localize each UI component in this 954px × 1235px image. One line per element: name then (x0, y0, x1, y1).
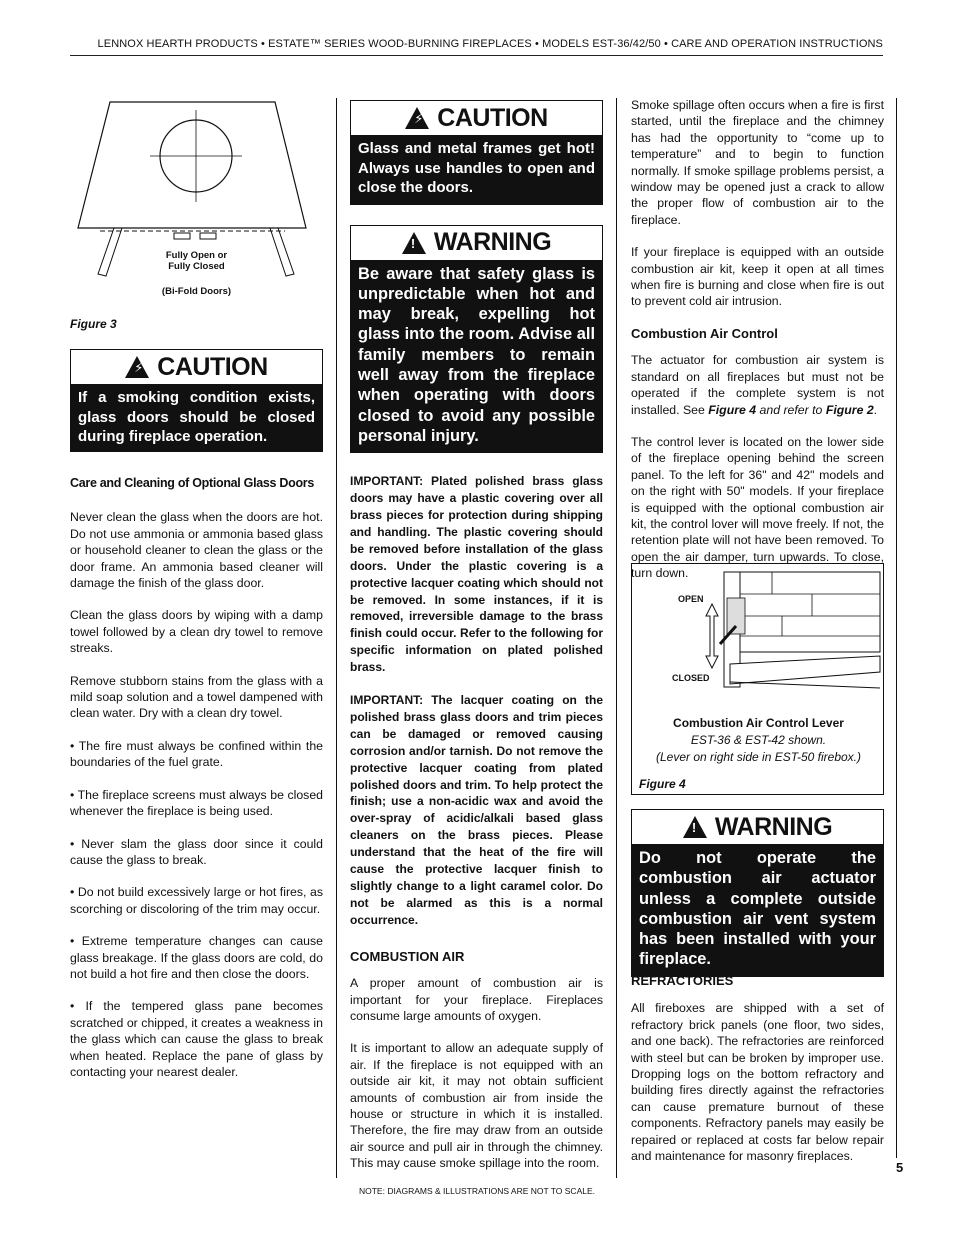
figure-3-label-line: Fully Open or (165, 250, 228, 261)
column-left (70, 100, 323, 1079)
paragraph: Never clean the glass when the doors are hot. Do not use ammonia or ammonia based glass or household cleaner to clean the glass or the door frame. An ammonia based cleaner will damage the finish of the glass door. (70, 510, 323, 591)
paragraph: • If the tempered glass pane becomes scratched or chipped, it creates a weakness in the glass which can cause the glass to break when heated. Replace the pane of glass by contacting your nearest dealer. (70, 999, 323, 1079)
figure-3-label-line: Fully Closed (168, 261, 225, 272)
page-number: 5 (896, 1160, 904, 1175)
figure-3-caption: Figure 3 (70, 317, 117, 331)
warning-triangle-icon: ⚡ (125, 356, 149, 378)
text-run: The actuator for combustion air system is standard on all fireplaces but must not be operated if the complete system is not installed. See (631, 353, 884, 417)
combustion-lever-diagram (632, 564, 883, 704)
warning-body: Do not operate the combustion air actuator unless a complete outside combustion air vent system has been installed with your fireplace. (632, 844, 883, 976)
figure-4-subtitle: (Lever on right side in EST-50 firebox.) (656, 750, 861, 764)
glass-care-heading: Care and Cleaning of Optional Glass Doors (70, 476, 314, 490)
warning-triangle-icon: ! (683, 816, 707, 838)
refractories-heading: REFRACTORIES (631, 973, 734, 988)
caution-box-smoking (70, 349, 323, 452)
paragraph: • Extreme temperature changes can cause glass breakage. If the glass doors are cold, do not build a hot fire and then close the doors. (70, 934, 323, 981)
figure-4-title: Combustion Air Control Lever (673, 716, 844, 730)
combustion-air-heading: COMBUSTION AIR (350, 948, 465, 964)
refractories-section (631, 973, 884, 1180)
column-divider (896, 98, 897, 1158)
glass-care-section (70, 475, 323, 1096)
paragraph: Remove stubborn stains from the glass with a mild soap solution and a towel dampened with clean water. Dry with a clean dry towel. (70, 673, 323, 721)
warning-box-safety-glass (350, 225, 603, 454)
caution-header (351, 101, 602, 135)
column-middle (350, 100, 603, 1188)
paragraph: • The fireplace screens must always be closed whenever the fireplace is being used. (70, 787, 323, 819)
footer-note: NOTE: DIAGRAMS & ILLUSTRATIONS ARE NOT TO SCALE. (358, 1186, 595, 1196)
combustion-air-paragraphs (350, 975, 603, 1171)
warning-body: Be aware that safety glass is unpredictable when hot and may break, expelling hot glass into the room. Advise all family members to remain well away from the fireplace when operating with doors closed to avoid any possible personal injury. (351, 260, 602, 453)
open-label: OPEN (678, 594, 704, 604)
column-right (631, 97, 884, 1164)
column-divider (616, 98, 617, 1178)
paragraph: • Never slam the glass door since it could cause the glass to break. (70, 836, 323, 867)
figure-4-subtitle: EST-36 & EST-42 shown. (690, 733, 827, 747)
warning-header (632, 810, 883, 844)
warning-triangle-icon: ! (402, 232, 426, 254)
paragraph: If your fireplace is equipped with an outside combustion air kit, keep it open at all times when fire is burning and close when fire is out to prevent cold air intrusion. (631, 245, 884, 309)
paragraph: Clean the glass doors by wiping with a damp towel followed by a clean dry towel to remove streaks. (70, 608, 323, 656)
important-note-lacquer: IMPORTANT: The lacquer coating on the polished brass glass doors and trim pieces can be damaged or removed causing corrosion and/or tarnish. Do not remove the protective lacquer coating from plated polished doors and trim. To help protect the finish; use a non-acidic wax and avoid the over-spray of acidic/alkali based glass cleaners on the brass pieces. Please understand that the heat of the fire will cause the protective lacquer finish to slightly change to a light caramel color. Do not be alarmed as this is a normal occurrence. (350, 693, 603, 927)
paragraph: A proper amount of combustion air is important for your fireplace. Fireplaces consume large amounts of oxygen. (350, 976, 603, 1023)
paragraph: It is important to allow an adequate supply of air. If the fireplace is not equipped with an outside air kit, it may not obtain sufficient amounts of combustion air from inside the house or structure in which it is installed. Therefore, the fire may draw from an outside air source and pull air in through the chimney. This may cause smoke spillage into the room. (350, 1041, 603, 1171)
control-lever-paragraph: The control lever is located on the lower side of the fireplace opening behind the screen panel. To the left for 36" and 42" models and on the right with 50" models. If your fireplace is equipped with the optional combustion air kit, the control lover will move freely. If not, the retention plate will not have been removed. To open the air damper, turn upwards. To close, turn down. (631, 434, 884, 581)
figure-4-box (631, 563, 884, 795)
column-divider (336, 98, 337, 1178)
warning-triangle-icon: ⚡ (405, 107, 429, 129)
smoke-spillage-paragraphs (631, 97, 884, 310)
caution-title: CAUTION (437, 103, 548, 132)
warning-box-combustion (631, 809, 884, 977)
glass-care-paragraphs (70, 509, 323, 1080)
figure-4-caption: Figure 4 (639, 777, 686, 791)
page-header: LENNOX HEARTH PRODUCTS • ESTATE™ SERIES WOOD-BURNING FIREPLACES • MODELS EST-36/42/50 • CARE AND OPERATION INSTRUCTIONS (70, 36, 883, 56)
text-run: and refer to (756, 402, 826, 417)
caution-header (71, 350, 322, 384)
refractories-paragraph: All fireboxes are shipped with a set of refractory brick panels (one floor, two sides, and one back). The refractories are reinforced with steel but can be broken by improper use. Dropping logs on the bottom refractory and building fires directly against the refractories can cause premature burnout of these components. Refractory panels may easily be repaired or replaced at costs far below repair and maintenance for masonry fireplaces. (631, 1001, 884, 1164)
combustion-control-heading: Combustion Air Control (631, 325, 778, 341)
warning-title: WARNING (714, 812, 833, 841)
caution-body: Glass and metal frames get hot! Always use handles to open and close the doors. (351, 135, 602, 204)
caution-box-hot-glass (350, 100, 603, 205)
paragraph: Smoke spillage often occurs when a fire is first started, until the fireplace and the chimney has had the opportunity to “come up to temperature” and to begin to function normally. If smoke spillage problems persist, a window may be opened just a crack to allow the proper flow of combustion air to the fireplace. (631, 98, 884, 227)
text-run: . (873, 402, 878, 417)
figure-3-label-line: (Bi-Fold Doors) (161, 286, 232, 297)
closed-label: CLOSED (672, 673, 710, 683)
warning-title: WARNING (433, 228, 552, 257)
warning-header (351, 226, 602, 260)
important-note-plastic: IMPORTANT: Plated polished brass glass doors may have a plastic covering over all brass pieces for protection during shipping and handling. The plastic covering should be removed before installation of the glass doors. Under the plastic covering is a protective lacquer coating which should not be removed. In some instances, if it is removed, irreversible damage to the brass finish could occur. Refer to the following for specific information on plated polished brass. (350, 474, 603, 675)
caution-title: CAUTION (157, 352, 268, 381)
figure-reference: Figure 2 (825, 402, 874, 417)
figure-3-label (70, 250, 323, 297)
combustion-control-paragraph (631, 352, 884, 418)
paragraph: • The fire must always be confined within the boundaries of the fuel grate. (70, 738, 323, 770)
paragraph: • Do not build excessively large or hot fires, as scorching or discoloring of the trim may occur. (70, 885, 323, 916)
caution-body: If a smoking condition exists, glass doors should be closed during fireplace operation. (71, 384, 322, 451)
figure-reference: Figure 4 (708, 402, 757, 417)
